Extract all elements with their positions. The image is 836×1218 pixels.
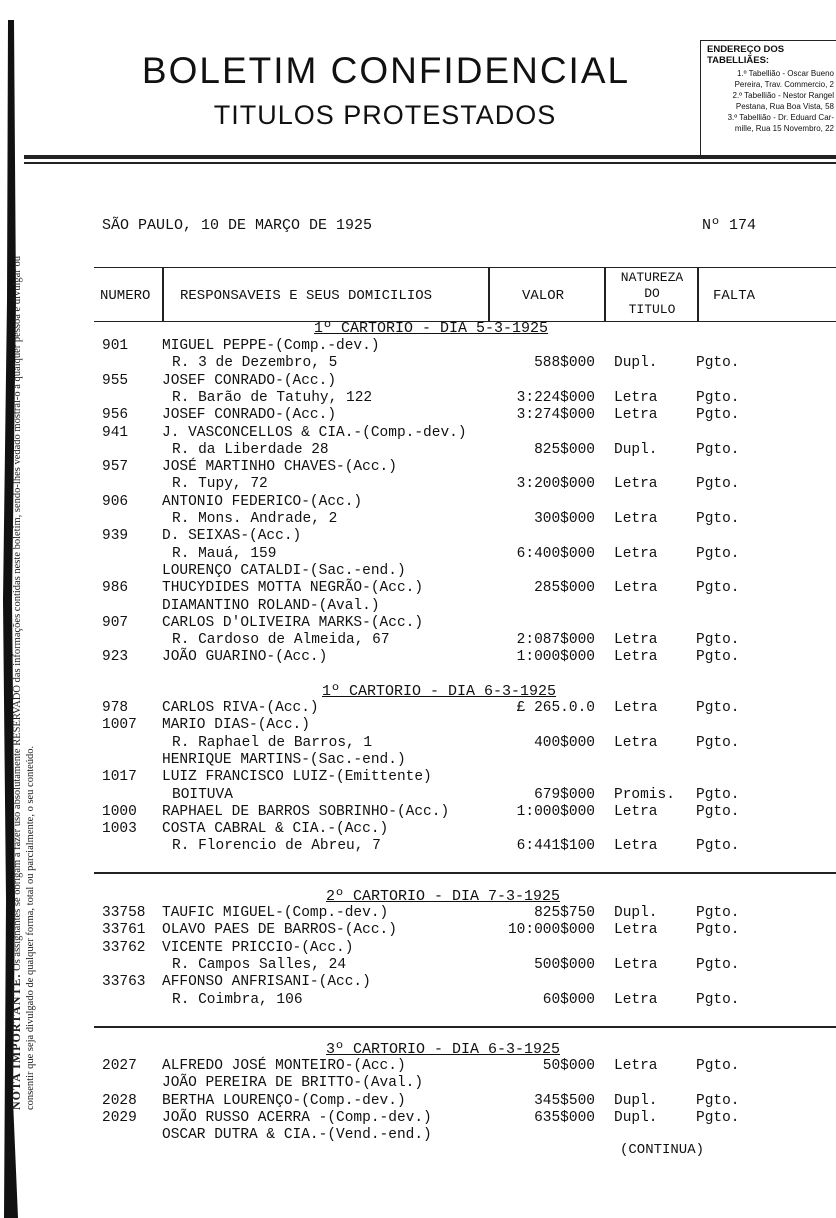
row-natureza: Letra (614, 476, 658, 493)
table-row (0, 390, 836, 407)
column-header-falta: FALTA (713, 288, 756, 304)
row-falta: Pgto. (696, 956, 740, 973)
row-valor: 10:000$000 (507, 922, 595, 939)
column-header-numero: NUMERO (100, 288, 151, 304)
row-numero: 33762 (102, 939, 146, 956)
section-divider (94, 1026, 836, 1028)
row-natureza: Promis. (614, 786, 675, 803)
address-line: Pestana, Rua Boa Vista, 58 (735, 102, 834, 111)
row-natureza: Letra (614, 956, 658, 973)
table-row (0, 905, 836, 922)
row-natureza: Letra (614, 632, 658, 649)
row-valor: 500$000 (534, 956, 595, 973)
side-note (10, 230, 52, 1110)
table-row (0, 459, 836, 476)
row-falta: Pgto. (696, 1058, 740, 1074)
row-falta: Pgto. (696, 734, 740, 751)
row-falta: Pgto. (696, 545, 740, 562)
table-row (0, 1110, 836, 1127)
section-title: 1º CARTORIO - DIA 5-3-1925 (314, 320, 549, 337)
table-row (0, 1093, 836, 1110)
row-responsavel: JOSEF CONRADO-(Acc.) (162, 407, 337, 424)
section-divider (94, 872, 836, 874)
row-falta: Pgto. (696, 786, 740, 803)
row-responsavel: COSTA CABRAL & CIA.-(Acc.) (162, 821, 389, 838)
table-row (0, 974, 836, 991)
row-valor: 345$500 (534, 1092, 595, 1109)
row-responsavel: R. Mauá, 159 (172, 545, 277, 562)
row-valor: 825$000 (534, 441, 595, 458)
column-header-natureza (608, 270, 696, 318)
table-row (0, 1075, 836, 1092)
row-responsavel: HENRIQUE MARTINS-(Sac.-end.) (162, 751, 406, 768)
row-numero: 941 (102, 424, 129, 441)
row-responsavel: DIAMANTINO ROLAND-(Aval.) (162, 597, 380, 614)
row-responsavel: OLAVO PAES DE BARROS-(Acc.) (162, 922, 397, 939)
column-header-valor: VALOR (522, 288, 565, 304)
row-responsavel: BERTHA LOURENÇO-(Comp.-dev.) (162, 1092, 406, 1109)
table-row (0, 355, 836, 372)
side-note-label: NOTA IMPORTANTE. (9, 973, 23, 1110)
row-valor: 6:400$000 (516, 545, 595, 562)
table-row (0, 752, 836, 769)
table-row (0, 787, 836, 804)
row-valor: 60$000 (542, 991, 595, 1008)
row-natureza: Letra (614, 700, 658, 716)
table-row (0, 838, 836, 855)
row-responsavel: D. SEIXAS-(Acc.) (162, 528, 302, 545)
section-title: 2º CARTORIO - DIA 7-3-1925 (326, 888, 561, 905)
row-responsavel: R. Mons. Andrade, 2 (172, 511, 338, 527)
date-line: SÃO PAULO, 10 DE MARÇO DE 1925 (102, 217, 373, 234)
row-valor: 679$000 (534, 786, 595, 803)
table-row (0, 632, 836, 649)
row-valor: 825$750 (534, 905, 595, 921)
row-falta: Pgto. (696, 838, 740, 855)
row-natureza: Dupl. (614, 441, 658, 458)
table-row (0, 476, 836, 493)
row-responsavel: R. Campos Salles, 24 (172, 956, 347, 973)
table-row (0, 511, 836, 528)
address-line: mille, Rua 15 Novembro, 22 (734, 124, 834, 133)
row-falta: Pgto. (696, 389, 740, 406)
row-natureza: Letra (614, 407, 658, 424)
row-numero: 1003 (102, 821, 137, 838)
row-valor: 300$000 (534, 511, 595, 527)
row-numero: 923 (102, 649, 129, 666)
row-falta: Pgto. (696, 991, 740, 1008)
table-row (0, 546, 836, 563)
natureza-line: NATUREZA (620, 270, 684, 285)
row-natureza: Letra (614, 922, 658, 939)
row-natureza: Dupl. (614, 355, 658, 372)
row-valor: 588$000 (534, 355, 595, 372)
address-line: Pereira, Trav. Commercio, 2 (734, 80, 834, 89)
table-row (0, 940, 836, 957)
row-numero: 2028 (102, 1092, 137, 1109)
table-row (0, 649, 836, 666)
table-row (0, 338, 836, 355)
row-responsavel: OSCAR DUTRA & CIA.-(Vend.-end.) (162, 1127, 432, 1144)
row-natureza: Letra (614, 1058, 658, 1074)
row-numero: 956 (102, 407, 129, 424)
row-valor: 3:224$000 (516, 389, 595, 406)
row-falta: Pgto. (696, 922, 740, 939)
table-row (0, 563, 836, 580)
row-numero: 1017 (102, 769, 137, 786)
row-responsavel: THUCYDIDES MOTTA NEGRÃO-(Acc.) (162, 580, 424, 597)
row-natureza: Dupl. (614, 905, 658, 921)
table-row (0, 580, 836, 597)
table-row (0, 494, 836, 511)
row-falta: Pgto. (696, 407, 740, 424)
table-row (0, 957, 836, 974)
row-falta: Pgto. (696, 1109, 740, 1126)
table-row (0, 1127, 836, 1144)
row-responsavel: R. Raphael de Barros, 1 (172, 734, 373, 751)
row-natureza: Letra (614, 389, 658, 406)
row-responsavel: BOITUVA (172, 786, 233, 803)
row-responsavel: J. VASCONCELLOS & CIA.-(Comp.-dev.) (162, 424, 467, 441)
table-row (0, 804, 836, 821)
row-valor: 3:200$000 (516, 476, 595, 493)
table-row (0, 373, 836, 390)
tabelliaes-address-box (700, 40, 836, 158)
row-numero: 1000 (102, 803, 137, 820)
row-natureza: Letra (614, 580, 658, 597)
table-row (0, 598, 836, 615)
row-natureza: Letra (614, 649, 658, 666)
row-responsavel: R. Barão de Tatuhy, 122 (172, 389, 373, 406)
row-numero: 901 (102, 338, 129, 354)
address-line: 2.º Tabellião - Nestor Rangel (732, 91, 834, 100)
table-row (0, 769, 836, 786)
continua-label: (CONTINUA) (620, 1142, 705, 1158)
column-header-responsaveis: RESPONSAVEIS E SEUS DOMICILIOS (180, 288, 433, 304)
table-row (0, 700, 836, 717)
row-numero: 955 (102, 372, 129, 389)
header-rule-thin (24, 162, 836, 164)
row-valor: 2:087$000 (516, 632, 595, 649)
address-box-heading: ENDEREÇO DOS TABELLIÃES: (707, 44, 785, 66)
table-row (0, 717, 836, 734)
row-falta: Pgto. (696, 476, 740, 493)
row-responsavel: RAPHAEL DE BARROS SOBRINHO-(Acc.) (162, 803, 450, 820)
table-row (0, 821, 836, 838)
row-natureza: Dupl. (614, 1092, 658, 1109)
table-row (0, 425, 836, 442)
row-responsavel: R. Florencio de Abreu, 7 (172, 838, 381, 855)
row-numero: 33763 (102, 974, 146, 991)
row-responsavel: R. Coimbra, 106 (172, 991, 303, 1008)
row-natureza: Letra (614, 991, 658, 1008)
row-valor: 3:274$000 (516, 407, 595, 424)
row-numero: 986 (102, 580, 129, 597)
row-numero: 939 (102, 528, 129, 545)
row-numero: 33761 (102, 922, 146, 939)
table-row (0, 407, 836, 424)
row-falta: Pgto. (696, 632, 740, 649)
row-responsavel: TAUFIC MIGUEL-(Comp.-dev.) (162, 905, 389, 921)
row-responsavel: JOÃO RUSSO ACERRA -(Comp.-dev.) (162, 1109, 432, 1126)
row-responsavel: CARLOS RIVA-(Acc.) (162, 700, 319, 716)
row-numero: 2029 (102, 1109, 137, 1126)
row-responsavel: LOURENÇO CATALDI-(Sac.-end.) (162, 562, 406, 579)
row-numero: 978 (102, 700, 129, 716)
table-row (0, 442, 836, 459)
row-responsavel: R. Cardoso de Almeida, 67 (172, 632, 390, 649)
row-responsavel: LUIZ FRANCISCO LUIZ-(Emittente) (162, 769, 432, 786)
row-natureza: Letra (614, 734, 658, 751)
row-responsavel: JOSÉ MARTINHO CHAVES-(Acc.) (162, 459, 397, 476)
row-responsavel: ANTONIO FEDERICO-(Acc.) (162, 493, 363, 510)
natureza-line: DO (644, 286, 660, 301)
row-numero: 907 (102, 614, 129, 631)
address-line: 1.º Tabellião - Oscar Bueno (736, 69, 834, 78)
row-falta: Pgto. (696, 649, 740, 666)
row-valor: 285$000 (534, 580, 595, 597)
row-responsavel: R. Tupy, 72 (172, 476, 268, 493)
section-title: 3º CARTORIO - DIA 6-3-1925 (326, 1041, 561, 1058)
row-responsavel: VICENTE PRICCIO-(Acc.) (162, 939, 354, 956)
row-responsavel: AFFONSO ANFRISANI-(Acc.) (162, 974, 371, 991)
table-row (0, 1058, 836, 1075)
row-natureza: Letra (614, 545, 658, 562)
row-natureza: Letra (614, 838, 658, 855)
row-valor: 6:441$100 (516, 838, 595, 855)
row-valor: 635$000 (534, 1109, 595, 1126)
row-falta: Pgto. (696, 511, 740, 527)
row-valor: 1:000$000 (516, 803, 595, 820)
row-falta: Pgto. (696, 1092, 740, 1109)
table-row (0, 615, 836, 632)
table-row (0, 922, 836, 939)
row-responsavel: ALFREDO JOSÉ MONTEIRO-(Acc.) (162, 1058, 406, 1074)
row-responsavel: JOÃO GUARINO-(Acc.) (162, 649, 328, 666)
row-numero: 1007 (102, 717, 137, 734)
row-falta: Pgto. (696, 700, 740, 716)
row-responsavel: MIGUEL PEPPE-(Comp.-dev.) (162, 338, 380, 354)
table-row (0, 735, 836, 752)
side-note-text: Os assignantes se obrigam a fazer uso absolutamente RESERVADO das informações contidas neste boletim, sendo-lhes vedado mostral-o a qualquer pessoa e divulgar ou consentir que seja divulgado de qualquer forma, total ou parcialmente, o seu conteúdo. (12, 256, 36, 1110)
row-falta: Pgto. (696, 355, 740, 372)
row-responsavel: R. da Liberdade 28 (172, 441, 329, 458)
row-numero: 957 (102, 459, 129, 476)
address-line: 3.º Tabellião - Dr. Eduard Car- (727, 113, 834, 122)
table-row (0, 528, 836, 545)
row-valor: 50$000 (542, 1058, 595, 1074)
row-numero: 33758 (102, 905, 146, 921)
row-natureza: Letra (614, 511, 658, 527)
column-separator (162, 267, 164, 322)
row-responsavel: MARIO DIAS-(Acc.) (162, 717, 310, 734)
row-valor: £ 265.0.0 (516, 700, 595, 716)
column-separator (604, 267, 606, 322)
row-valor: 400$000 (534, 734, 595, 751)
bulletin-number: Nº 174 (702, 217, 757, 234)
document-title: BOLETIM CONFIDENCIAL (141, 50, 631, 91)
row-numero: 906 (102, 493, 129, 510)
row-responsavel: JOSEF CONRADO-(Acc.) (162, 372, 337, 389)
row-numero: 2027 (102, 1058, 137, 1074)
section-title: 1º CARTORIO - DIA 6-3-1925 (322, 683, 557, 700)
row-falta: Pgto. (696, 905, 740, 921)
row-falta: Pgto. (696, 803, 740, 820)
header-rule-thick (24, 155, 836, 159)
document-subtitle: TITULOS PROTESTADOS (213, 100, 557, 130)
column-separator (488, 267, 490, 322)
row-responsavel: R. 3 de Dezembro, 5 (172, 355, 338, 372)
row-valor: 1:000$000 (516, 649, 595, 666)
table-row (0, 992, 836, 1009)
row-responsavel: JOÃO PEREIRA DE BRITTO-(Aval.) (162, 1075, 424, 1092)
row-natureza: Dupl. (614, 1109, 658, 1126)
row-falta: Pgto. (696, 441, 740, 458)
natureza-line: TITULO (628, 302, 676, 317)
column-separator (697, 267, 699, 322)
row-falta: Pgto. (696, 580, 740, 597)
row-natureza: Letra (614, 803, 658, 820)
row-responsavel: CARLOS D'OLIVEIRA MARKS-(Acc.) (162, 614, 424, 631)
